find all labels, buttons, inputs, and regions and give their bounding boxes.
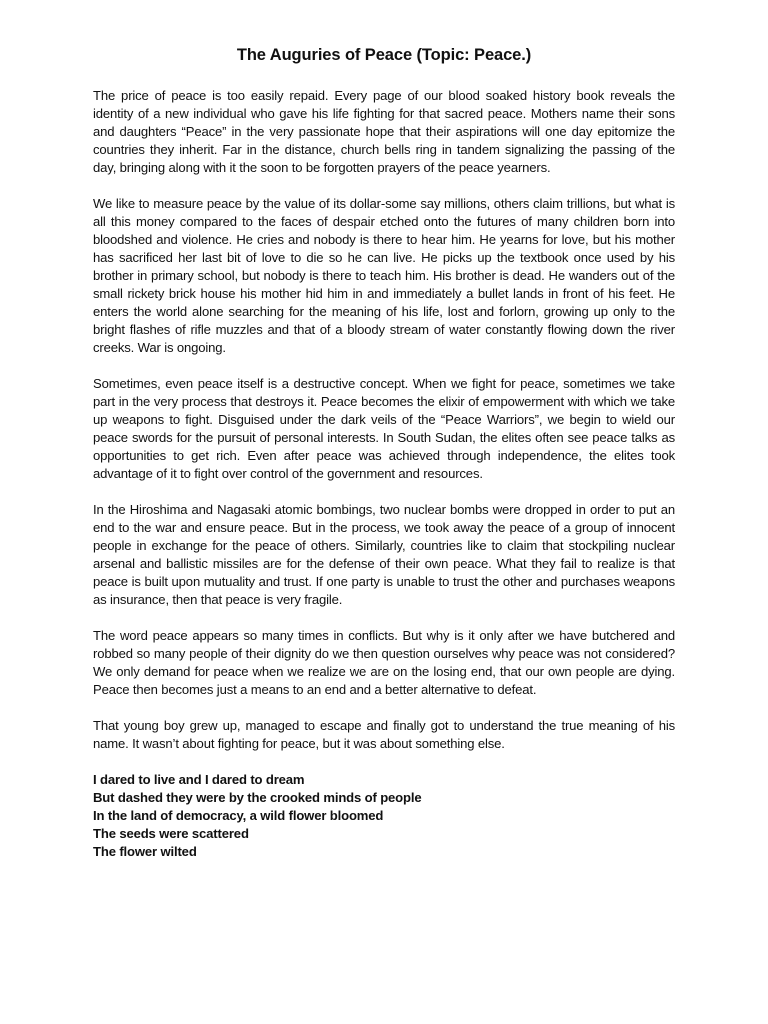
paragraph-3: Sometimes, even peace itself is a destructive concept. When we fight for peace, sometimes we take part in the very process that destroys it. Peace becomes the elixir of empowerment with which we take up weapons to fight. Disguised under the dark veils of the “Peace Warriors”, we begin to wield our peace swords for the pursuit of personal interests. In South Sudan, the elites often see peace talks as opportunities to get rich. Even after peace was achieved through independence, the elites took advantage of it to fight over control of the government and resources. xyxy=(93,376,675,481)
poem-line-2: But dashed they were by the crooked minds of people xyxy=(93,790,422,805)
document-title: The Auguries of Peace (Topic: Peace.) xyxy=(236,46,532,64)
poem-line-5: The flower wilted xyxy=(93,844,197,859)
poem-line-1: I dared to live and I dared to dream xyxy=(93,772,305,787)
document-body xyxy=(93,87,675,861)
paragraph-6: That young boy grew up, managed to escape and finally got to understand the true meaning of his name. It wasn’t about fighting for peace, but it was about something else. xyxy=(93,718,675,751)
paragraph-2: We like to measure peace by the value of its dollar-some say millions, others claim trillions, but what is all this money compared to the faces of despair etched onto the futures of many children born into bloodshed and violence. He cries and nobody is there to hear him. He yearns for love, but his mother has sacrificed her last bit of love to die so he can live. He picks up the textbook once used by his brother in primary school, but nobody is there to teach him. His brother is dead. He wanders out of the small rickety brick house his mother hid him in and immediately a bullet lands in front of his feet. He enters the world alone searching for the meaning of his life, lost and forlorn, growing up only to the bright flashes of rifle muzzles and that of a bloody stream of water constantly flowing down the river creeks. War is ongoing. xyxy=(93,196,675,355)
poem-line-3: In the land of democracy, a wild flower bloomed xyxy=(93,808,384,823)
poem-line-4: The seeds were scattered xyxy=(93,826,249,841)
paragraph-4: In the Hiroshima and Nagasaki atomic bombings, two nuclear bombs were dropped in order to put an end to the war and ensure peace. But in the process, we took away the peace of a group of innocent people in exchange for the peace of others. Similarly, countries like to claim that stockpiling nuclear arsenal and ballistic missiles are for the defense of their own peace. What they fail to realize is that peace is built upon mutuality and trust. If one party is unable to trust the other and purchases weapons as insurance, then that peace is very fragile. xyxy=(93,502,675,607)
poem-stanza xyxy=(93,771,675,861)
paragraph-5: The word peace appears so many times in conflicts. But why is it only after we have butchered and robbed so many people of their dignity do we then question ourselves why peace was not considered? We only demand for peace when we realize we are on the losing end, that our own people are dying. Peace then becomes just a means to an end and a better alternative to defeat. xyxy=(93,628,675,697)
document-page xyxy=(93,44,675,861)
paragraph-1: The price of peace is too easily repaid. Every page of our blood soaked history book reveals the identity of a new individual who gave his life fighting for that sacred peace. Mothers name their sons and daughters “Peace” in the very passionate hope that their aspirations will one day epitomize the countries they inherit. Far in the distance, church bells ring in tandem signalizing the passing of the day, bringing along with it the soon to be forgotten prayers of the peace yearners. xyxy=(93,88,675,175)
